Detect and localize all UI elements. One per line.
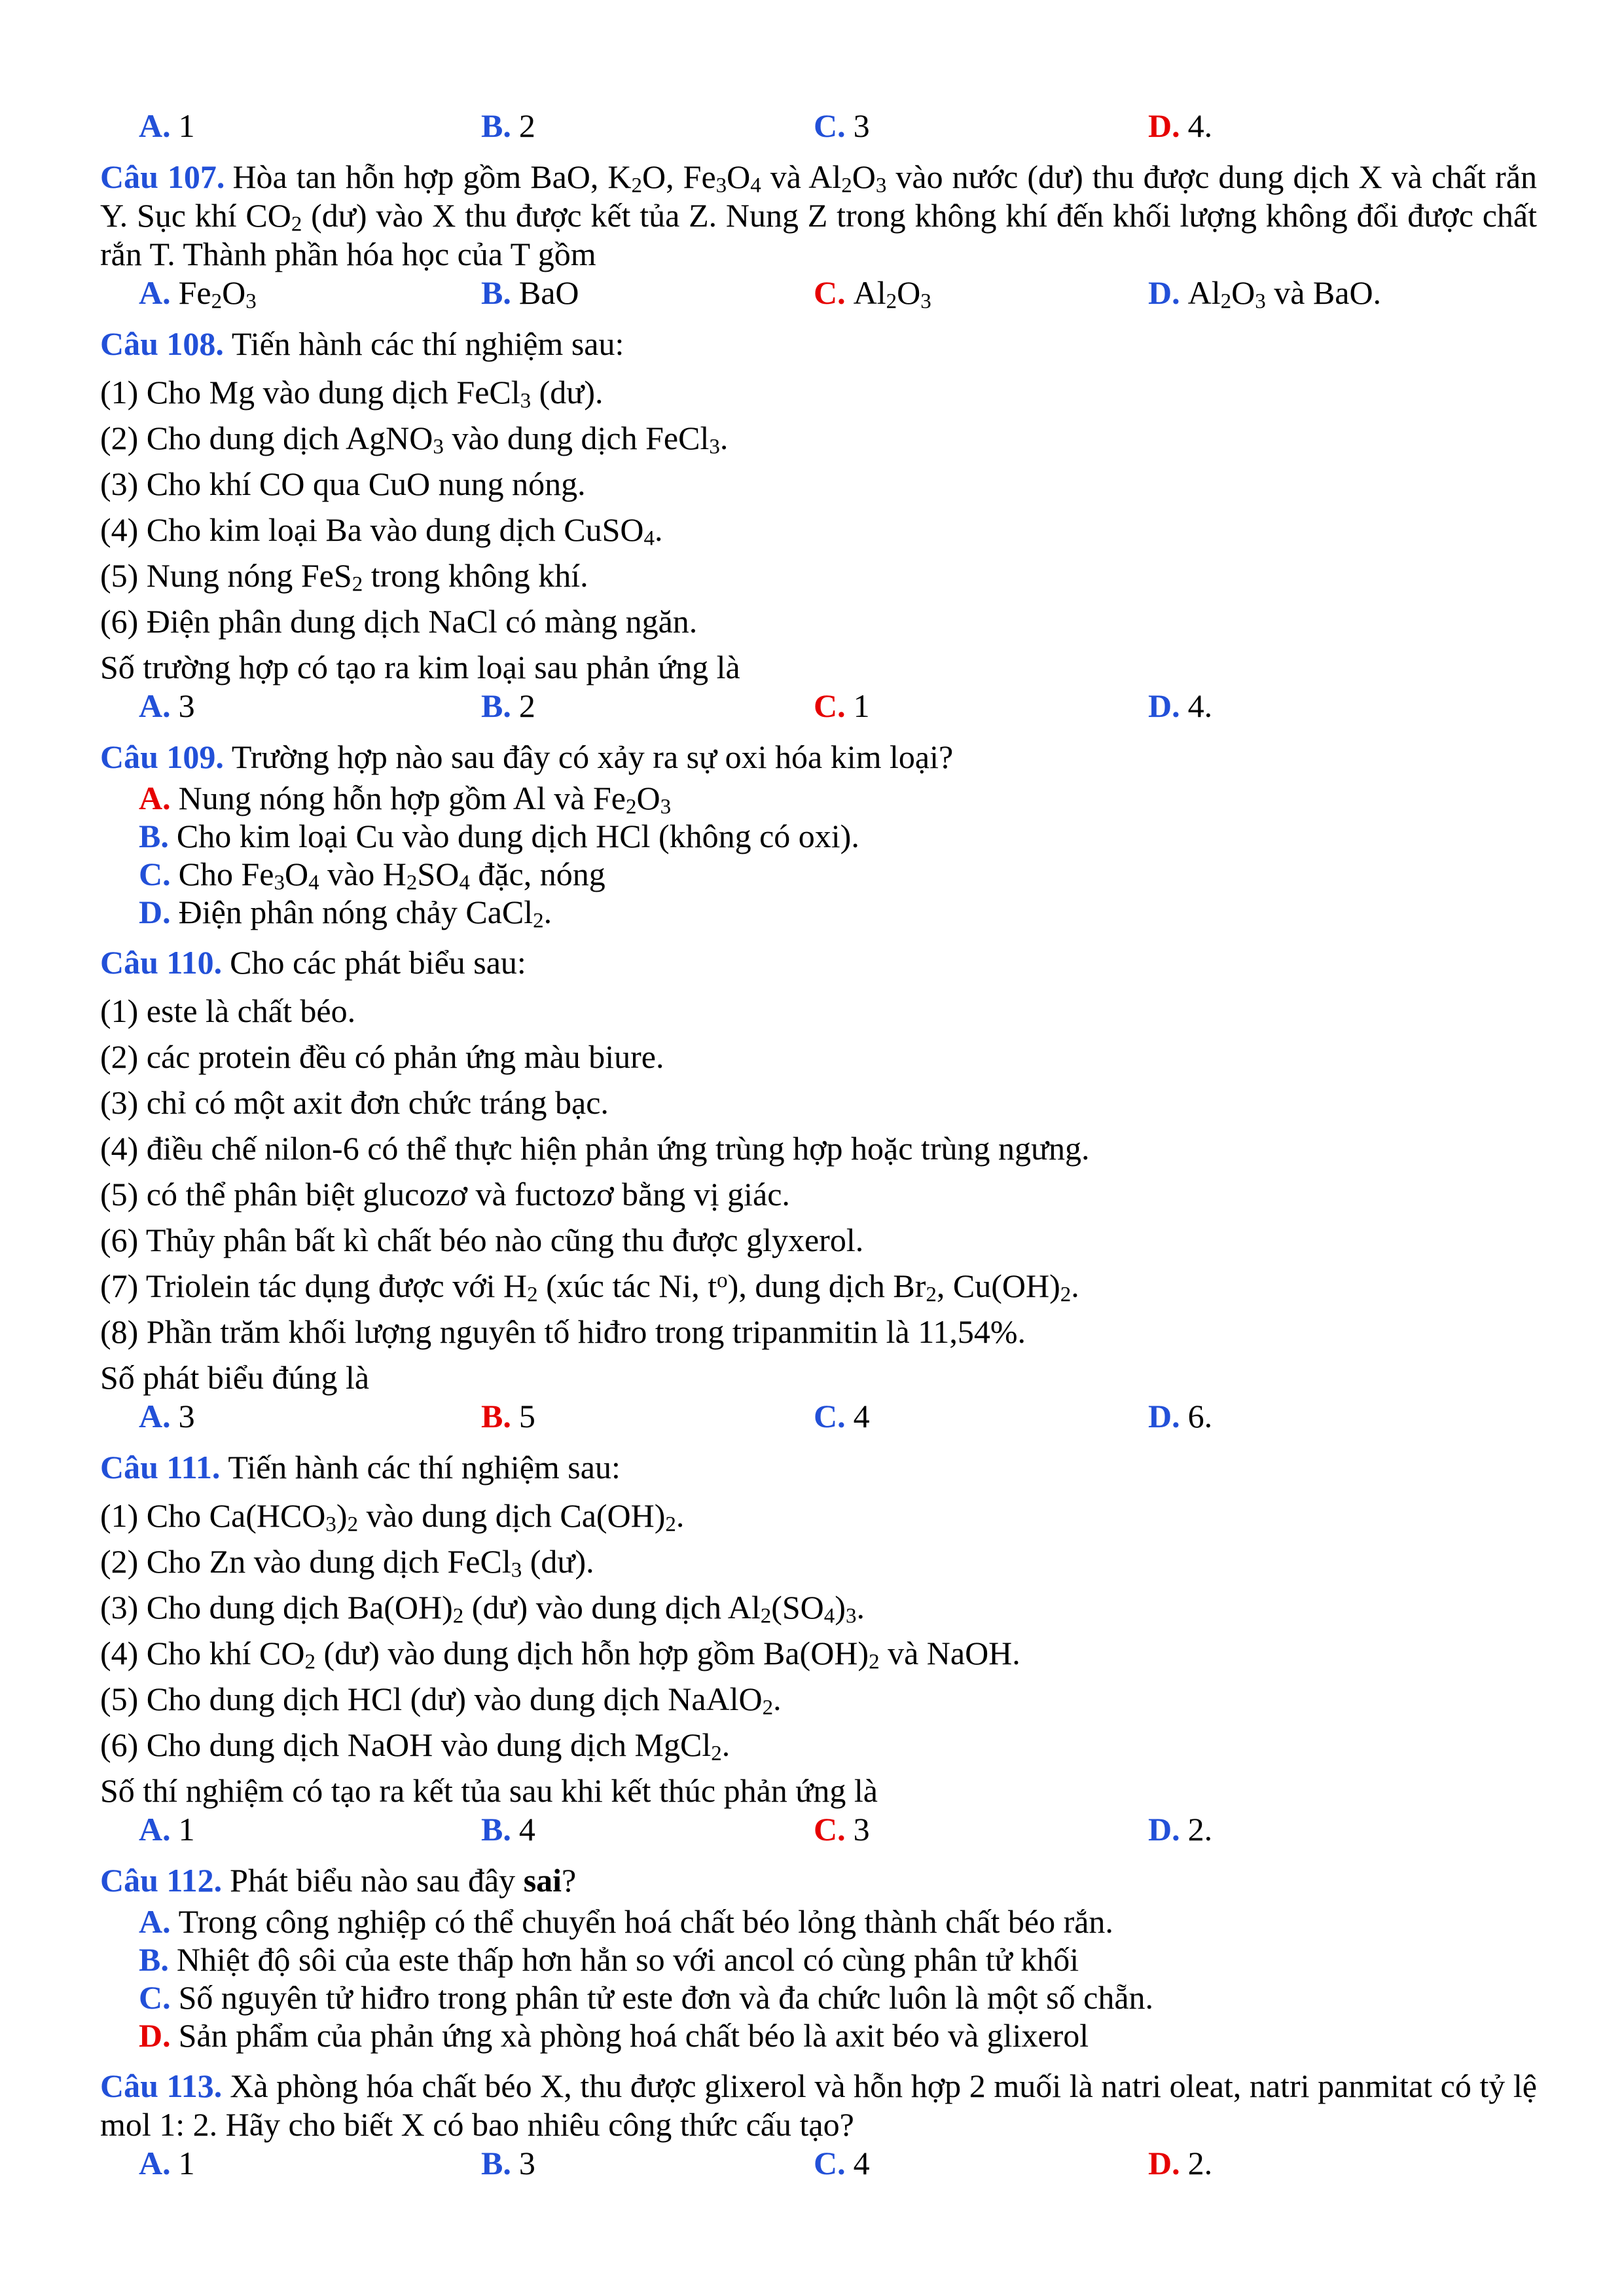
- subscript: 2: [1060, 1283, 1072, 1307]
- answer-option-text: [519, 1811, 535, 1848]
- question-stem: [100, 1448, 1537, 1487]
- text-run: Số trường hợp có tạo ra kim loại sau phản ứng là: [100, 649, 740, 685]
- text-run: (3) chỉ có một axit đơn chức tráng bạc.: [100, 1084, 609, 1121]
- subscript: 3: [845, 1604, 857, 1628]
- text-run: Phát biểu nào sau đây: [230, 1862, 524, 1899]
- subscript: 2: [841, 173, 852, 198]
- question-label: Câu 109.: [100, 738, 224, 775]
- answer-option-letter: C.: [139, 856, 171, 892]
- question-stem: [100, 943, 1537, 982]
- answer-option-letter: D.: [139, 894, 171, 930]
- text-run: (2) Cho dung dịch AgNO: [100, 420, 433, 456]
- answer-option-text: [1188, 2145, 1213, 2181]
- subscript: 4: [308, 871, 319, 895]
- question-block: [100, 738, 1537, 931]
- answer-option-text: [1188, 1398, 1213, 1434]
- answer-option-letter: D.: [1148, 274, 1180, 311]
- text-run: 2: [518, 687, 535, 724]
- answer-option-c: [814, 687, 870, 725]
- question-prompt: [100, 1772, 1537, 1810]
- text-run: (3) Cho khí CO qua CuO nung nóng.: [100, 465, 586, 502]
- text-run: và BaO.: [1265, 274, 1382, 311]
- answer-option-letter: A.: [139, 274, 171, 311]
- answer-option-letter: C.: [139, 1979, 171, 2016]
- text-run: .: [856, 1589, 865, 1626]
- subscript: 2: [406, 871, 418, 895]
- text-run: Cho Fe: [178, 856, 274, 892]
- answer-option-c: [814, 107, 870, 145]
- answer-option-d: [1148, 2144, 1212, 2183]
- subscript: 2: [625, 795, 637, 819]
- question-label: Câu 111.: [100, 1449, 221, 1485]
- subscript: 2: [762, 1696, 774, 1720]
- text-run: Điện phân nóng chảy CaCl: [178, 894, 533, 930]
- answer-option-a: [139, 779, 1537, 817]
- answer-options-row: [100, 274, 1537, 312]
- answer-option-a: [139, 2144, 195, 2183]
- text-run: 1: [178, 2145, 195, 2181]
- subscript: 3: [325, 1512, 336, 1537]
- text-run: Xà phòng hóa chất béo X, thu được glixerol và hỗn hợp 2 muối là natri oleat, natri panmitat có tỷ lệ mol 1: 2. Hãy cho biết X có bao nhiêu công thức cấu tạo?: [100, 2068, 1537, 2143]
- text-run: (2) các protein đều có phản ứng màu biure.: [100, 1038, 664, 1075]
- answer-option-text: [519, 2145, 535, 2181]
- text-run: SO: [417, 856, 460, 892]
- text-run: (7) Triolein tác dụng được với H: [100, 1267, 528, 1304]
- text-run: 1: [853, 687, 870, 724]
- answer-option-text: [854, 687, 870, 724]
- text-run: 4: [853, 2145, 870, 2181]
- text-run: (5) Nung nóng FeS: [100, 557, 352, 594]
- statement-item: [100, 1588, 1537, 1627]
- text-run: (4) Cho kim loại Ba vào dung dịch CuSO: [100, 511, 644, 548]
- text-run: Fe: [178, 274, 211, 311]
- statement-item: [100, 1313, 1537, 1351]
- statement-item: [100, 1497, 1537, 1535]
- answer-option-letter: A.: [139, 780, 171, 816]
- answer-option-c: [814, 1810, 870, 1849]
- text-run: Nhiệt độ sôi của este thấp hơn hẳn so với ancol có cùng phân tử khối: [176, 1941, 1079, 1978]
- subscript: 2: [347, 1512, 359, 1537]
- text-run: (5) có thể phân biệt glucozơ và fuctozơ bằng vị giác.: [100, 1176, 790, 1212]
- text-run: ?: [562, 1862, 577, 1899]
- subscript: 2: [711, 1741, 722, 1766]
- text-run: O: [284, 856, 309, 892]
- text-run: O: [727, 158, 751, 195]
- statement-item: [100, 602, 1537, 641]
- answer-option-text: [1187, 274, 1382, 314]
- question-label: Câu 113.: [100, 2068, 223, 2104]
- text-run: .: [655, 511, 663, 548]
- text-run: (6) Điện phân dung dịch NaCl có màng ngăn.: [100, 603, 698, 640]
- question-block: [100, 325, 1537, 725]
- answer-option-d: [1148, 107, 1212, 145]
- text-run: 4: [518, 1811, 535, 1848]
- text-run: .: [676, 1497, 685, 1534]
- statement-item: [100, 992, 1537, 1030]
- subscript: 2: [886, 289, 897, 314]
- answer-option-b: [481, 107, 535, 145]
- question-block: [100, 158, 1537, 312]
- statement-item: [100, 511, 1537, 549]
- answer-option-text: [178, 856, 605, 895]
- answer-option-letter: C.: [814, 1398, 846, 1434]
- text-run: , Cu(OH): [936, 1267, 1060, 1304]
- text-run: Al: [1187, 274, 1221, 311]
- question-block: [100, 943, 1537, 1436]
- statement-item: [100, 419, 1537, 458]
- answer-option-a: [139, 1397, 195, 1436]
- answer-option-text: [179, 1811, 195, 1848]
- answer-option-text: [177, 1941, 1079, 1978]
- subscript: 3: [520, 389, 532, 413]
- subscript: 2: [665, 1512, 676, 1537]
- question-stem: [100, 738, 1537, 776]
- question-block: [100, 1448, 1537, 1849]
- text-run: (dư).: [531, 374, 604, 410]
- answer-option-letter: B.: [481, 107, 511, 144]
- answer-option-letter: D.: [1148, 1398, 1180, 1434]
- statement-item: [100, 1175, 1537, 1214]
- subscript: 3: [245, 289, 257, 314]
- answer-options-row: [100, 1810, 1537, 1849]
- question-prompt: [100, 648, 1537, 687]
- text-run: Nung nóng hỗn hợp gồm Al và Fe: [178, 780, 626, 816]
- subscript: 3: [920, 289, 931, 314]
- text-run: .: [1071, 1267, 1079, 1304]
- text-run: vào H: [319, 856, 406, 892]
- text-run: O: [897, 274, 921, 311]
- text-run: 2: [518, 107, 535, 144]
- answer-option-c: [814, 274, 931, 312]
- subscript: 3: [715, 173, 727, 198]
- answer-option-b: [481, 1397, 535, 1436]
- answer-option-text: [1188, 1811, 1213, 1848]
- answer-option-c: [814, 2144, 870, 2183]
- text-run: (1) Cho Ca(HCO: [100, 1497, 326, 1534]
- answer-option-text: [179, 1398, 195, 1434]
- subscript: 2: [1220, 289, 1232, 314]
- text-run: 5: [518, 1398, 535, 1434]
- answer-option-text: [178, 780, 672, 819]
- text-run: (5) Cho dung dịch HCl (dư) vào dung dịch NaAlO: [100, 1681, 763, 1717]
- answer-option-c: [139, 1978, 1537, 2016]
- answer-option-text: [178, 894, 552, 933]
- answer-option-letter: B.: [139, 1941, 169, 1978]
- text-run: 4.: [1187, 687, 1213, 724]
- text-run: .: [543, 894, 552, 930]
- text-run: Cho các phát biểu sau:: [230, 944, 526, 981]
- text-run: (4) Cho khí CO: [100, 1635, 305, 1671]
- answer-option-text: [519, 107, 535, 144]
- text-run: 4: [853, 1398, 870, 1434]
- text-run: O: [1231, 274, 1255, 311]
- subscript: 2: [631, 173, 643, 198]
- text-run: (8) Phần trăm khối lượng nguyên tố hiđro trong tripanmitin là 11,54%.: [100, 1313, 1026, 1350]
- text-run: .: [773, 1681, 782, 1717]
- answer-option-letter: C.: [814, 107, 846, 144]
- answer-option-letter: A.: [139, 687, 171, 724]
- answer-option-letter: C.: [814, 2145, 846, 2181]
- text-run: (6) Thủy phân bất kì chất béo nào cũng thu được glyxerol.: [100, 1222, 864, 1258]
- subscript: 3: [709, 435, 720, 459]
- answer-option-b: [139, 1941, 1537, 1978]
- answer-options-row: [100, 107, 1537, 145]
- text-run: 1: [178, 1811, 195, 1848]
- answer-option-d: [1148, 1810, 1212, 1849]
- question-block: [100, 1861, 1537, 2054]
- text-run: (xúc tác Ni, t: [537, 1267, 717, 1304]
- answer-option-letter: C.: [814, 687, 846, 724]
- answer-option-letter: B.: [139, 818, 169, 854]
- answer-option-d: [1148, 1397, 1212, 1436]
- subscript: 3: [511, 1558, 522, 1582]
- subscript: 2: [452, 1604, 464, 1628]
- text-run: (dư) vào dung dịch Al: [463, 1589, 761, 1626]
- text-run: .: [721, 1726, 731, 1763]
- text-run: O: [222, 274, 246, 311]
- subscript: 2: [304, 1650, 316, 1674]
- subscript: 3: [875, 173, 887, 198]
- text-run: vào dung dịch FeCl: [443, 420, 710, 456]
- text-run: ): [336, 1497, 348, 1534]
- answer-option-text: [177, 818, 859, 854]
- text-run: 3: [178, 1398, 195, 1434]
- text-run: (dư) vào X thu được kết tủa Z. Nung Z trong không khí đến khối lượng không đổi được chất rắn T. Thành phần hóa học của T gồm: [100, 197, 1537, 272]
- answer-option-text: [854, 107, 870, 144]
- answer-option-letter: D.: [1148, 687, 1180, 724]
- answer-option-letter: B.: [481, 1398, 511, 1434]
- answer-option-a: [139, 1810, 195, 1849]
- answer-option-text: [854, 1811, 870, 1848]
- statement-item: [100, 1084, 1537, 1122]
- question-block: [100, 2067, 1537, 2183]
- statement-item: [100, 1129, 1537, 1168]
- subscript: 4: [643, 526, 655, 551]
- previous-question-options: [100, 107, 1537, 145]
- text-run: Sản phẩm của phản ứng xà phòng hoá chất béo là axit béo và glixerol: [178, 2017, 1089, 2054]
- answer-option-b: [481, 2144, 535, 2183]
- subscript: 2: [527, 1283, 538, 1307]
- answer-option-letter: A.: [139, 1903, 171, 1940]
- text-run: O: [852, 158, 876, 195]
- answer-option-text: [179, 2145, 195, 2181]
- answer-option-a: [139, 687, 195, 725]
- subscript: 2: [533, 909, 544, 933]
- text-run: O, Fe: [642, 158, 716, 195]
- subscript: 3: [660, 795, 672, 819]
- subscript: 2: [760, 1604, 772, 1628]
- answer-option-letter: A.: [139, 1811, 171, 1848]
- answer-option-c: [814, 1397, 870, 1436]
- answer-option-text: [854, 2145, 870, 2181]
- answer-option-b: [481, 1810, 535, 1849]
- answer-option-d: [139, 2016, 1537, 2054]
- answer-option-letter: B.: [481, 1811, 511, 1848]
- question-label: Câu 112.: [100, 1862, 223, 1899]
- subscript: 2: [211, 289, 223, 314]
- text-run: (1) este là chất béo.: [100, 993, 356, 1029]
- text-run: 4.: [1187, 107, 1213, 144]
- text-run: và Al: [761, 158, 842, 195]
- text-run: Cho kim loại Cu vào dung dịch HCl (không có oxi).: [176, 818, 859, 854]
- answer-option-d: [1148, 274, 1381, 312]
- answer-options-row: [100, 687, 1537, 725]
- text-run: (6) Cho dung dịch NaOH vào dung dịch MgCl: [100, 1726, 712, 1763]
- answer-option-letter: D.: [1148, 2145, 1180, 2181]
- answer-option-letter: D.: [1148, 1811, 1180, 1848]
- statement-item: [100, 1726, 1537, 1764]
- text-run: ): [835, 1589, 846, 1626]
- answer-option-text: [853, 274, 931, 314]
- text-run: 2.: [1187, 1811, 1213, 1848]
- answer-option-letter: B.: [481, 687, 511, 724]
- answer-option-letter: B.: [481, 2145, 511, 2181]
- answer-option-d: [1148, 687, 1212, 725]
- text-run: Số thí nghiệm có tạo ra kết tủa sau khi kết thúc phản ứng là: [100, 1772, 878, 1809]
- text-run: Số nguyên tử hiđro trong phân tử este đơn và đa chức luôn là một số chẵn.: [178, 1979, 1154, 2016]
- answer-option-text: [854, 1398, 870, 1434]
- answer-options-list: [100, 779, 1537, 931]
- answer-option-text: [179, 1979, 1153, 2016]
- subscript: 4: [750, 173, 761, 198]
- statement-item: [100, 465, 1537, 503]
- text-run: 3: [518, 2145, 535, 2181]
- subscript: 3: [1255, 289, 1266, 314]
- statement-item: [100, 1680, 1537, 1719]
- answer-option-text: [1188, 107, 1213, 144]
- text-run: O: [636, 780, 660, 816]
- answer-option-letter: D.: [1148, 107, 1180, 144]
- text-run: (2) Cho Zn vào dung dịch FeCl: [100, 1543, 511, 1580]
- subscript: 3: [274, 871, 285, 895]
- text-run: 3: [853, 1811, 870, 1848]
- answer-option-letter: C.: [814, 1811, 846, 1848]
- answer-option-text: [519, 687, 535, 724]
- answer-option-text: [178, 274, 257, 314]
- subscript: 2: [869, 1650, 880, 1674]
- text-run: (dư).: [522, 1543, 594, 1580]
- text-run: trong không khí.: [363, 557, 588, 594]
- text-run: 2.: [1187, 2145, 1213, 2181]
- answer-option-a: [139, 1903, 1537, 1941]
- subscript: 3: [433, 435, 444, 459]
- answer-option-a: [139, 107, 195, 145]
- statement-item: [100, 556, 1537, 595]
- text-run: BaO: [518, 274, 579, 311]
- answer-option-d: [139, 893, 1537, 931]
- question-label: Câu 110.: [100, 944, 223, 981]
- question-stem: [100, 158, 1537, 274]
- text-run: (dư) vào dung dịch hỗn hợp gồm Ba(OH): [316, 1635, 869, 1671]
- question-label: Câu 107.: [100, 158, 225, 195]
- answer-options-list: [100, 1903, 1537, 2054]
- text-run: vào dung dịch Ca(OH): [358, 1497, 666, 1534]
- answer-option-a: [139, 274, 257, 312]
- answer-options-row: [100, 1397, 1537, 1436]
- question-prompt: [100, 1358, 1537, 1397]
- answer-option-text: [179, 687, 195, 724]
- text-run: và NaOH.: [879, 1635, 1020, 1671]
- subscript: 4: [823, 1604, 835, 1628]
- text-run: 6.: [1187, 1398, 1213, 1434]
- answer-option-c: [139, 855, 1537, 893]
- answer-options-row: [100, 2144, 1537, 2183]
- answer-option-letter: B.: [481, 274, 511, 311]
- text-run: 3: [178, 687, 195, 724]
- text-run: .: [719, 420, 729, 456]
- statement-item: [100, 373, 1537, 412]
- question-stem: [100, 1861, 1537, 1900]
- text-run: 3: [853, 107, 870, 144]
- answer-option-text: [519, 274, 579, 311]
- text-run: Số phát biểu đúng là: [100, 1359, 370, 1396]
- answer-option-b: [481, 274, 579, 312]
- text-run: (3) Cho dung dịch Ba(OH): [100, 1589, 453, 1626]
- answer-option-text: [179, 1903, 1113, 1940]
- answer-option-letter: D.: [139, 2017, 171, 2054]
- text-run: Trong công nghiệp có thể chuyển hoá chất béo lỏng thành chất béo rắn.: [178, 1903, 1113, 1940]
- subscript: 4: [459, 871, 470, 895]
- statement-item: [100, 1634, 1537, 1673]
- statement-item: [100, 1267, 1537, 1305]
- answer-option-b: [481, 687, 535, 725]
- answer-option-text: [179, 107, 195, 144]
- answer-option-letter: A.: [139, 107, 171, 144]
- text-run: Trường hợp nào sau đây có xảy ra sự oxi hóa kim loại?: [231, 738, 954, 775]
- text-run: vào nước (dư) thu được dung dịch X và chất rắn Y. Sục khí CO: [100, 158, 1538, 234]
- text-run: (4) điều chế nilon-6 có thể thực hiện phản ứng trùng hợp hoặc trùng ngưng.: [100, 1130, 1090, 1167]
- answer-option-letter: A.: [139, 2145, 171, 2181]
- text-run: Tiến hành các thí nghiệm sau:: [228, 1449, 621, 1485]
- text-run: 1: [178, 107, 195, 144]
- superscript: o: [717, 1269, 728, 1293]
- subscript: 2: [926, 1283, 937, 1307]
- answer-option-text: [1188, 687, 1213, 724]
- statement-item: [100, 1542, 1537, 1581]
- text-run: (1) Cho Mg vào dung dịch FeCl: [100, 374, 520, 410]
- subscript: 2: [291, 212, 302, 236]
- answer-option-text: [519, 1398, 535, 1434]
- text-run: Al: [853, 274, 886, 311]
- answer-option-text: [179, 2017, 1089, 2054]
- statement-item: [100, 1221, 1537, 1260]
- answer-option-letter: C.: [814, 274, 846, 311]
- question-label: Câu 108.: [100, 325, 224, 362]
- text-run: đặc, nóng: [469, 856, 605, 892]
- statement-item: [100, 1038, 1537, 1076]
- question-stem: [100, 2067, 1537, 2144]
- answer-option-letter: A.: [139, 1398, 171, 1434]
- subscript: 2: [352, 572, 363, 596]
- text-run: Hòa tan hỗn hợp gồm BaO, K: [232, 158, 632, 195]
- text-run: Tiến hành các thí nghiệm sau:: [231, 325, 624, 362]
- answer-option-b: [139, 817, 1537, 855]
- text-run: ), dung dịch Br: [727, 1267, 926, 1304]
- text-run: (SO: [771, 1589, 824, 1626]
- question-stem: [100, 325, 1537, 363]
- bold-emphasis: sai: [523, 1862, 562, 1899]
